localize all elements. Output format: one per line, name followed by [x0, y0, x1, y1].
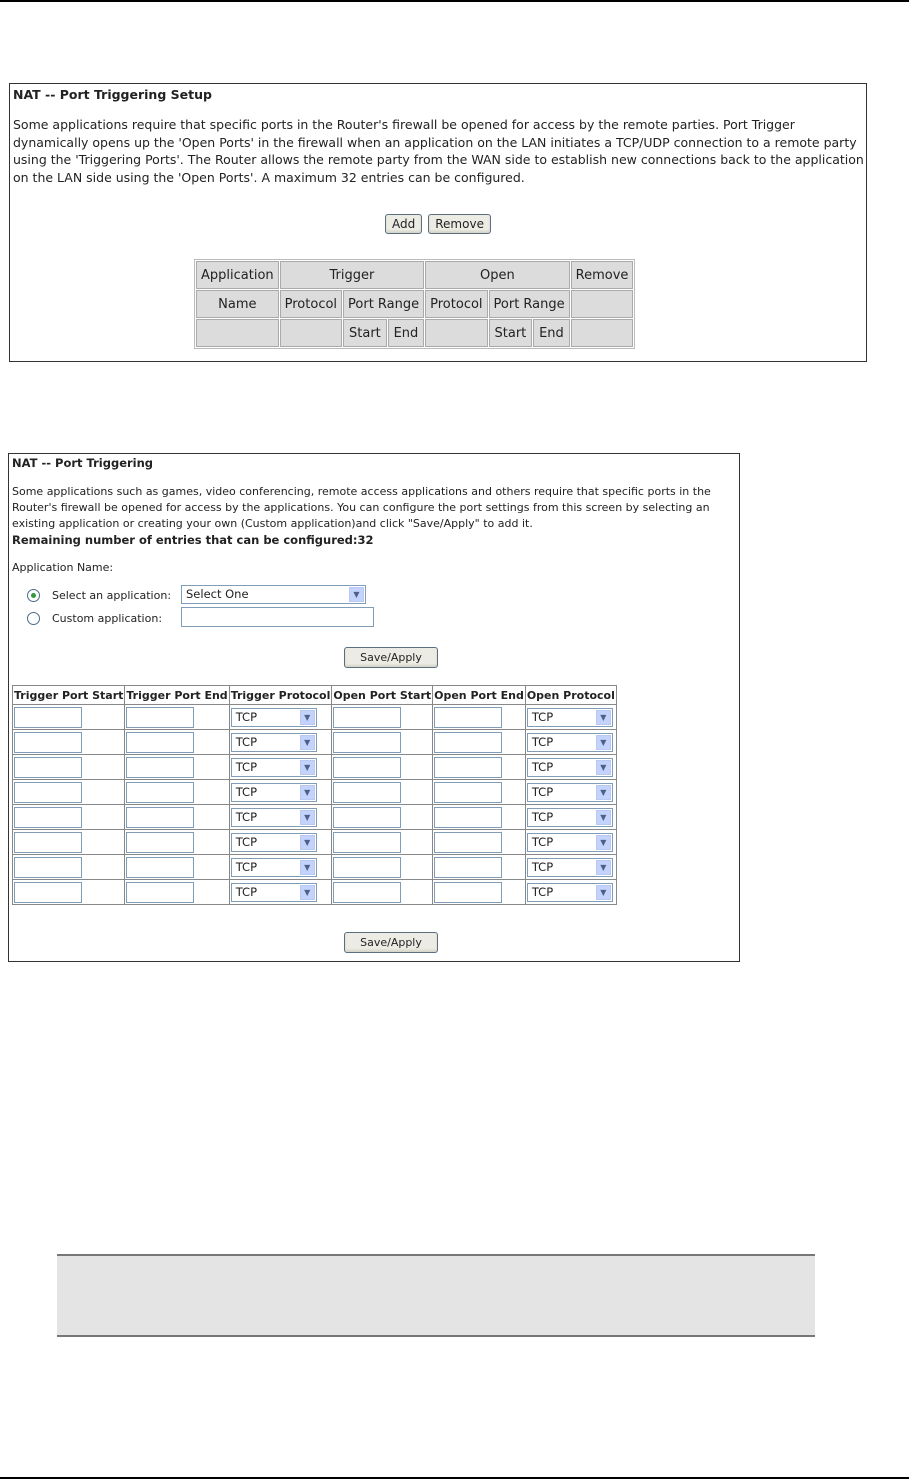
column-header-open: Open — [425, 261, 570, 289]
table-cell — [332, 805, 433, 830]
trigger-port-end-input[interactable] — [126, 807, 194, 828]
radio-selected-icon[interactable] — [27, 589, 40, 602]
column-header-open-protocol: Protocol — [425, 290, 487, 318]
trigger-port-start-input[interactable] — [14, 807, 82, 828]
protocol-value: TCP — [531, 809, 554, 824]
protocol-value: TCP — [531, 859, 554, 874]
open-port-end-input[interactable] — [434, 707, 502, 728]
application-select[interactable] — [181, 585, 366, 604]
select-application-label: Select an application: — [52, 588, 172, 602]
table-subheader-row-2 — [196, 319, 633, 347]
column-header-open-start: Start — [489, 319, 533, 347]
chevron-down-icon[interactable]: ▼ — [300, 735, 315, 750]
table-cell — [13, 780, 125, 805]
chevron-down-icon[interactable]: ▼ — [596, 760, 611, 775]
table-cell — [229, 855, 332, 880]
note-box — [57, 1254, 815, 1337]
chevron-down-icon[interactable]: ▼ — [596, 885, 611, 900]
open-protocol-select[interactable] — [527, 758, 613, 777]
trigger-port-start-input[interactable] — [14, 757, 82, 778]
table-cell — [433, 830, 526, 855]
open-port-start-input[interactable] — [333, 857, 401, 878]
page-top-rule — [0, 0, 909, 2]
application-select-value: Select One — [186, 587, 249, 601]
protocol-value: TCP — [531, 759, 554, 774]
table-row — [13, 805, 617, 830]
chevron-down-icon[interactable]: ▼ — [300, 860, 315, 875]
column-header-open-port-range: Port Range — [489, 290, 570, 318]
open-port-end-input[interactable] — [434, 782, 502, 803]
column-header-trigger-protocol: Protocol — [280, 290, 342, 318]
trigger-port-end-input[interactable] — [126, 707, 194, 728]
table-row — [13, 855, 617, 880]
open-protocol-select[interactable] — [527, 783, 613, 802]
trigger-port-start-input[interactable] — [14, 882, 82, 903]
trigger-protocol-select[interactable] — [231, 758, 317, 777]
custom-application-input[interactable] — [181, 607, 374, 627]
open-protocol-select[interactable] — [527, 708, 613, 727]
setup-button-row — [10, 214, 866, 234]
table-cell — [229, 755, 332, 780]
chevron-down-icon[interactable]: ▼ — [596, 810, 611, 825]
open-port-start-input[interactable] — [333, 782, 401, 803]
open-port-end-input[interactable] — [434, 757, 502, 778]
table-cell — [13, 755, 125, 780]
table-cell — [525, 730, 616, 755]
column-header-open-protocol: Open Protocol — [525, 686, 616, 705]
table-cell — [433, 805, 526, 830]
table-cell — [125, 855, 229, 880]
table-cell — [525, 705, 616, 730]
open-protocol-select[interactable] — [527, 883, 613, 902]
table-cell — [229, 730, 332, 755]
column-header-trigger-port-start: Trigger Port Start — [13, 686, 125, 705]
table-cell — [525, 805, 616, 830]
trigger-protocol-select[interactable] — [231, 858, 317, 877]
port-triggering-add-panel — [8, 453, 740, 962]
protocol-value: TCP — [531, 734, 554, 749]
protocol-value: TCP — [235, 734, 258, 749]
chevron-down-icon[interactable]: ▼ — [300, 785, 315, 800]
table-header-row — [196, 261, 633, 289]
open-port-end-input[interactable] — [434, 857, 502, 878]
table-cell — [229, 805, 332, 830]
trigger-protocol-select[interactable] — [231, 883, 317, 902]
open-protocol-select[interactable] — [527, 858, 613, 877]
open-port-end-input[interactable] — [434, 882, 502, 903]
open-port-start-input[interactable] — [333, 807, 401, 828]
protocol-value: TCP — [531, 834, 554, 849]
chevron-down-icon[interactable]: ▼ — [596, 860, 611, 875]
chevron-down-icon[interactable]: ▼ — [596, 710, 611, 725]
table-row — [13, 730, 617, 755]
remove-button[interactable]: Remove — [428, 214, 491, 234]
chevron-down-icon[interactable]: ▼ — [596, 835, 611, 850]
chevron-down-icon[interactable]: ▼ — [300, 835, 315, 850]
column-header-trigger: Trigger — [280, 261, 425, 289]
open-port-start-input[interactable] — [333, 832, 401, 853]
column-header-application: Application — [196, 261, 279, 289]
table-cell — [332, 880, 433, 905]
table-cell — [332, 780, 433, 805]
open-protocol-select[interactable] — [527, 733, 613, 752]
chevron-down-icon[interactable]: ▼ — [300, 760, 315, 775]
protocol-value: TCP — [531, 784, 554, 799]
table-cell — [332, 855, 433, 880]
column-header-blank — [425, 319, 487, 347]
table-cell — [229, 880, 332, 905]
open-port-start-input[interactable] — [333, 707, 401, 728]
add-description: Some applications such as games, video conferencing, remote access applications and others require that specific ports in the Router's firewall be opened for access by the applications. You can configure the port settings from this screen by selecting an existing application or creating your own (Custom application)and click "Save/Apply" to add it. — [12, 485, 711, 530]
table-cell — [13, 730, 125, 755]
chevron-down-icon[interactable]: ▼ — [300, 710, 315, 725]
column-header-blank — [280, 319, 342, 347]
trigger-protocol-select[interactable] — [231, 783, 317, 802]
table-cell — [125, 805, 229, 830]
column-header-trigger-port-end: Trigger Port End — [125, 686, 229, 705]
open-port-start-input[interactable] — [333, 757, 401, 778]
table-row — [13, 705, 617, 730]
table-cell — [525, 830, 616, 855]
page-bottom-rule — [0, 1477, 909, 1479]
protocol-value: TCP — [235, 784, 258, 799]
save-apply-button-top[interactable]: Save/Apply — [344, 647, 438, 668]
table-cell — [229, 780, 332, 805]
table-row — [13, 880, 617, 905]
trigger-protocol-select[interactable] — [231, 733, 317, 752]
page-title: NAT -- Port Triggering Setup — [13, 87, 212, 102]
trigger-rules-table — [194, 259, 635, 349]
column-header-blank — [571, 290, 634, 318]
save-apply-button-bottom[interactable]: Save/Apply — [344, 932, 438, 953]
table-cell — [125, 780, 229, 805]
protocol-value: TCP — [235, 759, 258, 774]
table-cell — [13, 705, 125, 730]
table-row — [13, 755, 617, 780]
table-cell — [125, 755, 229, 780]
table-subheader-row — [196, 290, 633, 318]
table-cell — [332, 755, 433, 780]
protocol-value: TCP — [235, 834, 258, 849]
column-header-trigger-start: Start — [343, 319, 387, 347]
open-port-end-input[interactable] — [434, 732, 502, 753]
table-cell — [332, 830, 433, 855]
table-cell — [433, 730, 526, 755]
chevron-down-icon[interactable]: ▼ — [300, 810, 315, 825]
select-application-option[interactable] — [27, 585, 171, 605]
column-header-open-port-start: Open Port Start — [332, 686, 433, 705]
port-table-header — [13, 686, 617, 705]
trigger-port-start-input[interactable] — [14, 732, 82, 753]
chevron-down-icon[interactable]: ▼ — [349, 587, 364, 602]
column-header-open-end: End — [533, 319, 569, 347]
protocol-value: TCP — [531, 884, 554, 899]
add-button[interactable]: Add — [385, 214, 422, 234]
trigger-port-start-input[interactable] — [14, 857, 82, 878]
port-entries-table — [12, 685, 617, 905]
table-cell — [125, 705, 229, 730]
trigger-port-start-input[interactable] — [14, 832, 82, 853]
radio-unselected-icon[interactable] — [27, 612, 40, 625]
table-cell — [433, 755, 526, 780]
trigger-port-end-input[interactable] — [126, 782, 194, 803]
column-header-remove: Remove — [571, 261, 634, 289]
open-protocol-select[interactable] — [527, 833, 613, 852]
open-protocol-select[interactable] — [527, 808, 613, 827]
trigger-port-start-input[interactable] — [14, 707, 82, 728]
chevron-down-icon[interactable]: ▼ — [596, 735, 611, 750]
open-port-start-input[interactable] — [333, 882, 401, 903]
table-cell — [13, 880, 125, 905]
chevron-down-icon[interactable]: ▼ — [300, 885, 315, 900]
panel-title: NAT -- Port Triggering — [12, 456, 154, 470]
column-header-open-port-end: Open Port End — [433, 686, 526, 705]
table-cell — [125, 880, 229, 905]
trigger-protocol-select[interactable] — [231, 833, 317, 852]
open-port-start-input[interactable] — [333, 732, 401, 753]
remaining-entries-text: Remaining number of entries that can be configured:32 — [12, 533, 374, 547]
table-cell — [229, 830, 332, 855]
trigger-protocol-select[interactable] — [231, 708, 317, 727]
setup-description: Some applications require that specific ports in the Router's firewall be opened for access by the remote parties. Port Trigger dynamically opens up the 'Open Ports' in the firewall when an application on the LAN initiates a TCP/UDP connection to a remote party using the 'Triggering Ports'. The Router allows the remote party from the WAN side to establish new connections back to the application on the LAN side using the 'Open Ports'. A maximum 32 entries can be configured. — [13, 117, 864, 185]
trigger-port-start-input[interactable] — [14, 782, 82, 803]
table-cell — [125, 730, 229, 755]
port-triggering-setup-panel — [9, 83, 867, 362]
table-cell — [13, 805, 125, 830]
protocol-value: TCP — [235, 709, 258, 724]
custom-application-label: Custom application: — [52, 611, 163, 625]
table-cell — [525, 855, 616, 880]
table-cell — [433, 780, 526, 805]
table-cell — [229, 705, 332, 730]
table-cell — [433, 855, 526, 880]
table-cell — [525, 880, 616, 905]
trigger-protocol-select[interactable] — [231, 808, 317, 827]
application-name-label: Application Name: — [12, 561, 114, 574]
table-cell — [525, 755, 616, 780]
open-port-end-input[interactable] — [434, 807, 502, 828]
open-port-end-input[interactable] — [434, 832, 502, 853]
column-header-blank — [571, 319, 634, 347]
column-header-blank — [196, 319, 279, 347]
chevron-down-icon[interactable]: ▼ — [596, 785, 611, 800]
protocol-value: TCP — [531, 709, 554, 724]
port-table-body — [13, 705, 617, 905]
table-cell — [125, 830, 229, 855]
table-cell — [433, 880, 526, 905]
protocol-value: TCP — [235, 859, 258, 874]
table-cell — [433, 705, 526, 730]
protocol-value: TCP — [235, 809, 258, 824]
table-cell — [13, 855, 125, 880]
table-cell — [525, 780, 616, 805]
column-header-trigger-end: End — [388, 319, 424, 347]
column-header-trigger-port-range: Port Range — [343, 290, 424, 318]
protocol-value: TCP — [235, 884, 258, 899]
trigger-port-end-input[interactable] — [126, 757, 194, 778]
column-header-name: Name — [196, 290, 279, 318]
trigger-port-end-input[interactable] — [126, 732, 194, 753]
table-cell — [332, 705, 433, 730]
table-cell — [332, 730, 433, 755]
trigger-port-end-input[interactable] — [126, 832, 194, 853]
table-row — [13, 830, 617, 855]
custom-application-option[interactable] — [27, 608, 162, 628]
trigger-port-end-input[interactable] — [126, 857, 194, 878]
column-header-trigger-protocol: Trigger Protocol — [229, 686, 332, 705]
table-cell — [13, 830, 125, 855]
trigger-port-end-input[interactable] — [126, 882, 194, 903]
table-row — [13, 780, 617, 805]
